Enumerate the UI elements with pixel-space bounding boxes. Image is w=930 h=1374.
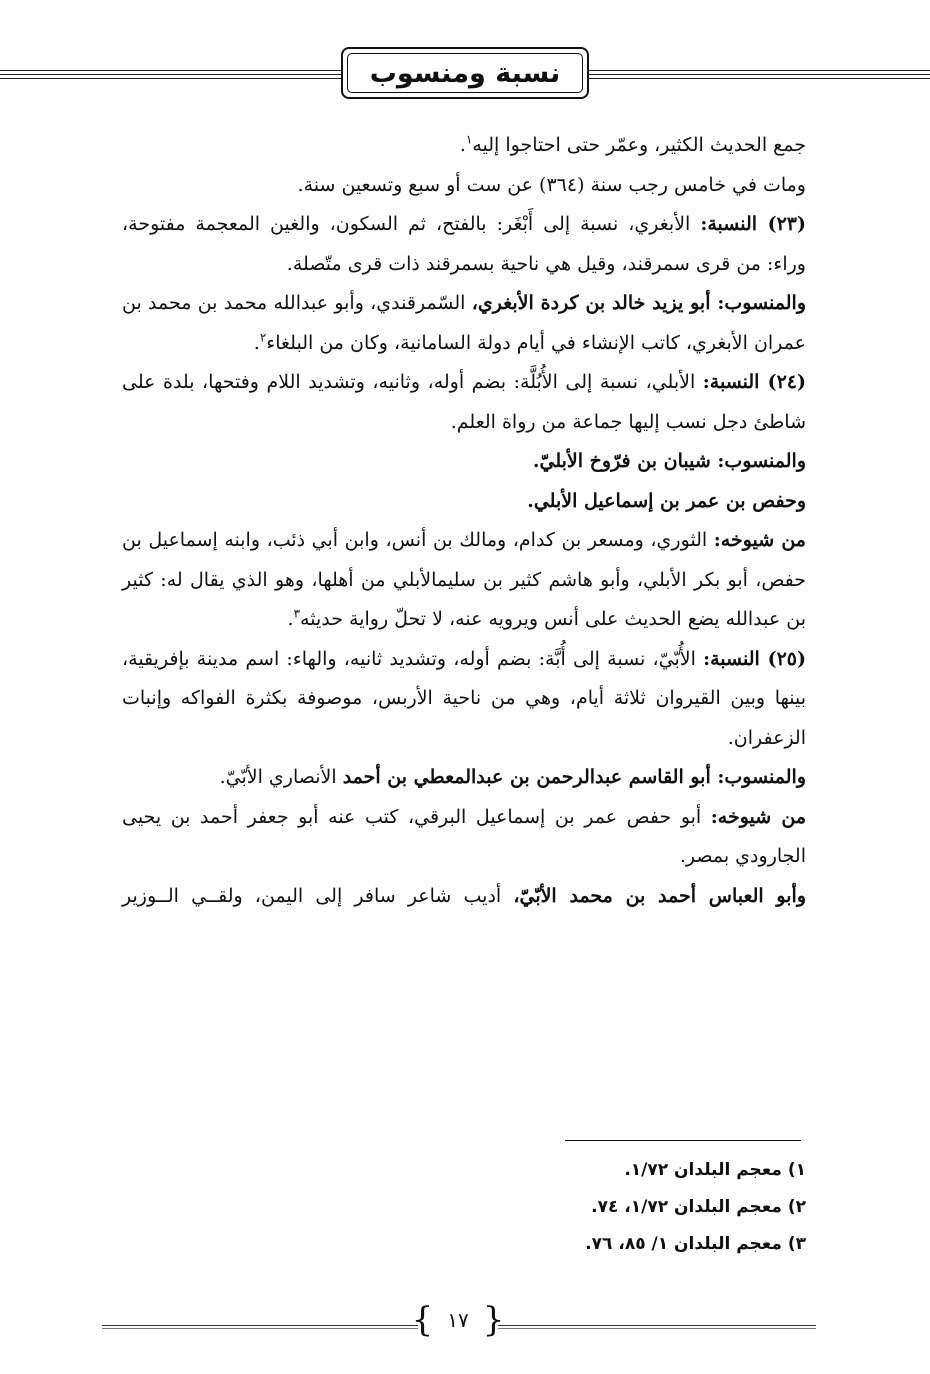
header-rule-right-mid	[589, 74, 930, 75]
text-run: .	[459, 134, 466, 156]
text-run: أديب شاعر سافر إلى اليمن، ولقــي الــوزير	[122, 884, 514, 907]
footer-rule-right-lower	[498, 1328, 816, 1329]
header-rule-right-top	[589, 70, 930, 71]
bold-label: وحفص بن عمر بن إسماعيل الأبلي.	[527, 489, 806, 512]
footnote-ref: ٣	[293, 606, 301, 621]
footnote-2: ٢) معجم البلدان ١/٧٢، ٧٤.	[591, 1197, 806, 1217]
paragraph	[122, 126, 806, 166]
bold-label: والمنسوب: شيبان بن فرّوخ الأبليّ.	[532, 450, 806, 472]
footer-rule-right	[498, 1325, 816, 1326]
bold-label: والمنسوب: أبو يزيد خالد بن كردة الأبغري،	[471, 292, 806, 314]
footnote-3: ٣) معجم البلدان ١/ ٨٥، ٧٦.	[585, 1234, 806, 1254]
paragraph	[122, 166, 806, 206]
footnote-separator	[565, 1140, 801, 1141]
paragraph	[122, 442, 806, 482]
paragraph	[122, 284, 806, 363]
text-run: .	[253, 331, 260, 354]
page-number-brace-right: {	[482, 1300, 505, 1340]
header-rule-left-bottom	[0, 78, 341, 79]
text-run: الأُبّيّ، نسبة إلى أُبَّة: بضم أوله، وتشديد ثانيه، والهاء: اسم مدينة بإفريقية، بينها وبين القيروان ثلاثة أيام، وهي من ناحية الأربس، موصوفة بكثرة الفواكه وإنبات الزعفران.	[122, 647, 806, 749]
text-run: الأبغري، نسبة إلى أَبْغَر: بالفتح، ثم السكون، والغين المعجمة مفتوحة، وراء: من قرى سمرقند، وقيل هي ناحية بسمرقند ذات قرى متّصلة.	[122, 213, 806, 275]
footnote-1: ١) معجم البلدان ١/٧٢.	[624, 1160, 806, 1180]
paragraph	[122, 758, 806, 798]
bold-label: من شيوخه:	[710, 805, 807, 828]
paragraph	[122, 205, 806, 284]
bold-label: (٢٣) النسبة:	[700, 213, 806, 235]
paragraph	[122, 482, 806, 522]
footer-rule-left-lower	[102, 1328, 418, 1329]
header-rule-right-bottom	[589, 78, 930, 79]
text-run: الأبلي، نسبة إلى الأُبُلَّة: بضم أوله، وثانيه، وتشديد اللام وفتحها، بلدة على شاطئ دجل نسب إليها جماعة من رواة العلم.	[122, 371, 806, 433]
bold-label: من شيوخه:	[713, 529, 806, 551]
footnote-ref: ١	[465, 132, 473, 147]
text-run: أبو حفص عمر بن إسماعيل البرقي، كتب عنه أبو جعفر أحمد بن يحيى الجارودي بمصر.	[122, 805, 806, 867]
header-title: نسبة ومنسوب	[347, 53, 583, 93]
footnote-ref: ٢	[259, 330, 267, 345]
paragraph	[122, 363, 806, 442]
bold-label: والمنسوب: أبو القاسم عبدالرحمن بن عبدالمعطي بن أحمد	[342, 766, 806, 788]
page-body	[122, 126, 806, 916]
text-run: جمع الحديث الكثير، وعمّر حتى احتاجوا إليه	[472, 134, 806, 156]
page-number: ١٧	[447, 1308, 469, 1332]
text-run: الثوري، ومسعر بن كدام، ومالك بن أنس، وابن أبي ذئب، وابنه إسماعيل بن حفص، أبو بكر الأبلي، وأبو هاشم كثير بن سليمالأبلي من أهلها، وهو الذي يقال له: كثير بن عبدالله يضع الحديث على أنس ويرويه عنه، لا تحلّ رواية حديثه	[122, 529, 806, 630]
footer-rule-left	[102, 1325, 418, 1326]
text-run: السّمرقندي، وأبو عبدالله محمد بن محمد بن عمران الأبغري، كاتب الإنشاء في أيام دولة السامانية، وكان من البلغاء	[122, 292, 806, 354]
text-run: الأنصاري الأبّيّ.	[219, 766, 343, 788]
bold-label: (٢٥) النسبة:	[703, 647, 806, 670]
bold-label: (٢٤) النسبة:	[702, 371, 806, 393]
page-number-brace-left: }	[411, 1300, 434, 1340]
footnotes	[306, 1152, 806, 1263]
paragraph	[122, 640, 806, 759]
paragraph	[122, 798, 806, 877]
text-run: .	[287, 608, 294, 630]
header-title-frame	[341, 47, 589, 99]
text-run: ومات في خامس رجب سنة (٣٦٤) عن ست أو سبع وتسعين سنة.	[297, 173, 806, 196]
page-number-box	[411, 1300, 505, 1340]
header-rule-left-mid	[0, 74, 341, 75]
header-rule-left-top	[0, 70, 341, 71]
paragraph	[122, 521, 806, 640]
paragraph	[122, 877, 806, 917]
bold-label: وأبو العباس أحمد بن محمد الأبّيّ،	[513, 884, 806, 907]
